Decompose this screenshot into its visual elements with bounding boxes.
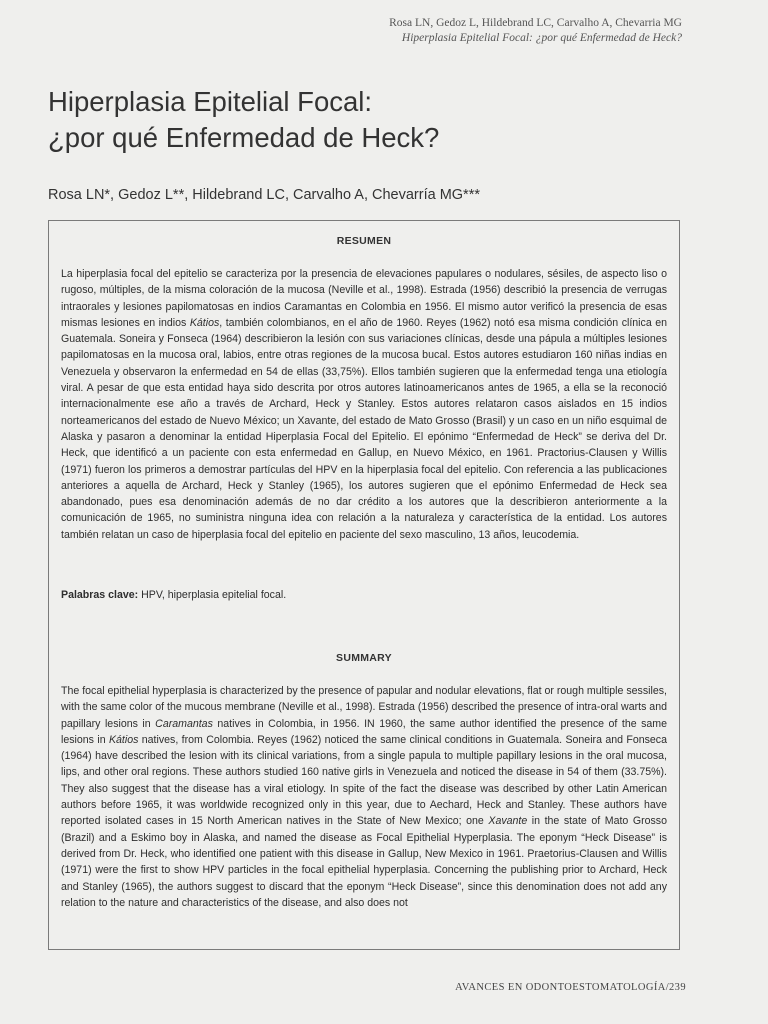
abstract-box xyxy=(48,220,680,950)
article-title xyxy=(48,84,688,156)
running-head-authors: Rosa LN, Gedoz L, Hildebrand LC, Carvalho A, Chevarria MG xyxy=(389,17,682,29)
author-list: Rosa LN*, Gedoz L**, Hildebrand LC, Carvalho A, Chevarría MG*** xyxy=(48,187,480,203)
summary-text-2: natives in Colombia, in 1956. IN 1960, the same author identified the presence of the same lesions in xyxy=(61,717,667,746)
resumen-italic-katios: Kátios xyxy=(189,316,220,329)
summary-italic-katios: Kátios xyxy=(108,733,139,746)
page-footer: AVANCES EN ODONTOESTOMATOLOGÍA/239 xyxy=(455,982,686,993)
summary-text-4: in the state of Mato Grosso (Brazil) and a Eskimo boy in Alaska, and named the disease as Focal Epithelial Hyperplasia. The eponym “Heck Disease” is derived from Dr. Heck, who identified one patient with this disease in Gallup, New Mexico in 1961. Praetorius-Clausen and Willis (1971) were the first to show HPV particles in the focal epithelial hyperplasia. Concerning the publishing prior to Archard, Heck and Stanley (1965), the authors suggest to discard that the eponym “Heck Disease”, since this denomination does not add any relation to the nature and characteristics of the disease, and also does not xyxy=(61,815,667,909)
summary-text-3: natives, from Colombia. Reyes (1962) noticed the same clinical conditions in Guatemala. Soneira and Fonseca (1964) have described the lesion with its clinical variations, from a single papula to multiple papillary lesions in the oral mucosa, lips, and other oral regions. These authors studied 160 native girls in Venezuela and noticed the disease in 54 of them (33.75%). They also suggest that the disease has a viral etiology. In spite of the fact the disease was described by other Latin American authors before 1965, it was worldwide recognized only in this year, due to Aechard, Heck and Stanley. These authors have reported isolated cases in 15 North American natives in the State of New Mexico; one xyxy=(61,733,667,828)
keywords-text: HPV, hiperplasia epitelial focal. xyxy=(138,589,287,601)
summary-heading: SUMMARY xyxy=(336,652,392,664)
summary-paragraph xyxy=(61,683,667,911)
running-head-title: Hiperplasia Epitelial Focal: ¿por qué Enfermedad de Heck? xyxy=(401,32,682,44)
resumen-text-2: , también colombianos, en el año de 1960. Reyes (1962) notó esa misma condición clínica en Guatemala. Soneira y Fonseca (1964) describieron la lesión con sus variaciones clínicas, desde una pápula a múltiples lesiones papilomatosas en la mucosa oral, labios, entre otras regiones de la mucosa bucal. Estos autores estudiaron 160 niñas indias en Venezuela y observaron la enfermedad en 54 de ellas (33,75%). Ellos también sugieren que la enfermedad tenga una etiología viral. A pesar de que esta entidad haya sido descrita por otros autores latinoamericanos antes de 1965, a ella se la reconoció internacionalmente ese año a través de Archard, Heck y Stanley. Estos autores relataron casos aislados en 15 indios norteamericanos del estado de Nuevo México; un Xavante, del estado de Mato Grosso (Brasil) y un caso en un niño esquimal de Alaska y pasaron a denominar la entidad Hiperplasia Focal del Epitelio. El epónimo “Enfermedad de Heck” se deriva del Dr. Heck, que identificó a un paciente con esta enfermedad en Gallup, en Nuevo México, en 1961. Practorius-Clausen y Willis (1971) fueron los primeros a demostrar partículas del HPV en la hiperplasia focal del epitelio. Con referencia a las publicaciones anteriores a aquella de Archard, Heck y Stanley (1965), los autores sugieren que el epónimo Enfermedad de Heck sea abandonado, pues esa denominación además de no dar crédito a los autores que la describieron anteriormente a la comunicación de 1965, no suministra ninguna idea con relación a la naturaleza y característica de la entidad. Los autores también relatan un caso de hiperplasia focal del epitelio en paciente del sexo masculino, 13 años, leucodemia. xyxy=(61,316,668,541)
keywords-label: Palabras clave: xyxy=(61,589,139,601)
resumen-heading: RESUMEN xyxy=(336,235,392,247)
summary-italic-xavante: Xavante xyxy=(488,815,528,828)
resumen-text-1: La hiperplasia focal del epitelio se caracteriza por la presencia de elevaciones papulares o nodulares, sésiles, de aspecto liso o rugoso, múltiples, de la misma coloración de la mucosa (Neville et al., 1998). Estrada (1956) describió la presencia de verrugas intraorales y lesiones papilomatosas en indios Caramantas en Colombia en 1956. El mismo autor verificó la presencia de esas mismas lesiones en indios xyxy=(61,268,667,329)
resumen-paragraph xyxy=(61,266,667,543)
article-title-line2: ¿por qué Enfermedad de Heck? xyxy=(48,122,440,153)
article-title-line1: Hiperplasia Epitelial Focal: xyxy=(48,86,373,117)
keywords xyxy=(61,587,667,603)
running-head xyxy=(389,16,682,46)
summary-italic-caramantas: Caramantas xyxy=(155,717,213,730)
summary-text-1: The focal epithelial hyperplasia is characterized by the presence of papular and nodular elevations, flat or rough multiple sessiles, with the same color of the mucous membrane (Neville et al., 1998). Estrada (1956) described the presence of intra-oral warts and papillary lesions in xyxy=(61,685,667,730)
